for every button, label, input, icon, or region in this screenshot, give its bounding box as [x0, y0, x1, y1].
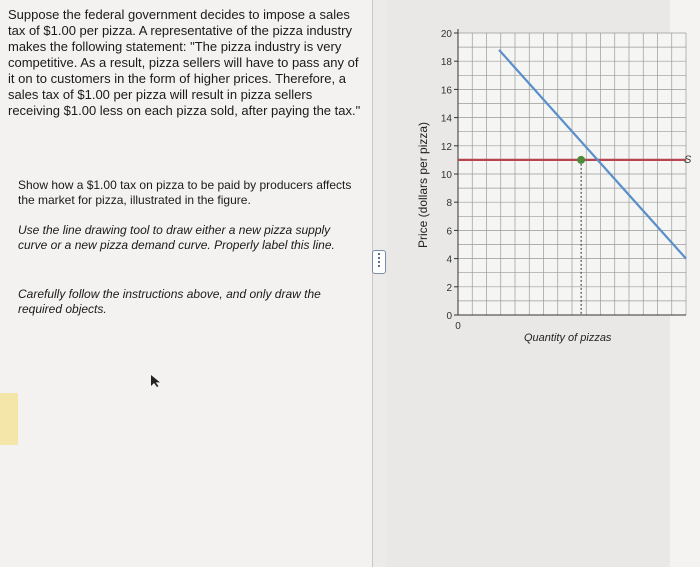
question-text: Suppose the federal government decides to impose a sales tax of $1.00 per pizza. A representative of the pizza industry makes the following statement: "The pizza industry is very competitive. As a result, pizza sellers will have to pass any of it on to customers in the form of higher prices. Therefore, a sales tax of $1.00 per pizza will result in pizza sellers receiving $1.00 less on each pizza sold, after paying the tax."	[8, 7, 361, 118]
y-tick-label: 14	[440, 113, 452, 125]
y-axis-label: Price (dollars per pizza)	[416, 121, 430, 248]
y-tick-label: 20	[440, 29, 452, 40]
y-tick-label: 8	[446, 198, 452, 210]
caution-text: Carefully follow the instructions above, and only draw the required objects.	[18, 287, 321, 316]
y-tick-label: 6	[446, 226, 452, 238]
x-axis-label: Quantity of pizzas	[524, 332, 612, 344]
instruction-text: Show how a $1.00 tax on pizza to be paid by producers affects the market for pizza, illustrated in the figure.	[18, 178, 352, 207]
tool-instruction-text: Use the line drawing tool to draw either a new pizza supply curve or a new pizza demand curve. Properly label this line.	[18, 223, 335, 252]
y-tick-label: 18	[440, 57, 452, 69]
supply-curve-label: S	[684, 153, 692, 166]
y-tick-label: 2	[446, 282, 452, 294]
y-tick-label: 4	[446, 254, 452, 266]
y-tick-label: 12	[440, 141, 452, 153]
equilibrium-point	[577, 156, 585, 164]
x-tick-label: 0	[455, 321, 461, 332]
y-tick-label: 10	[440, 170, 452, 181]
y-tick-label: 16	[440, 85, 452, 97]
y-tick-label: 0	[446, 311, 452, 322]
